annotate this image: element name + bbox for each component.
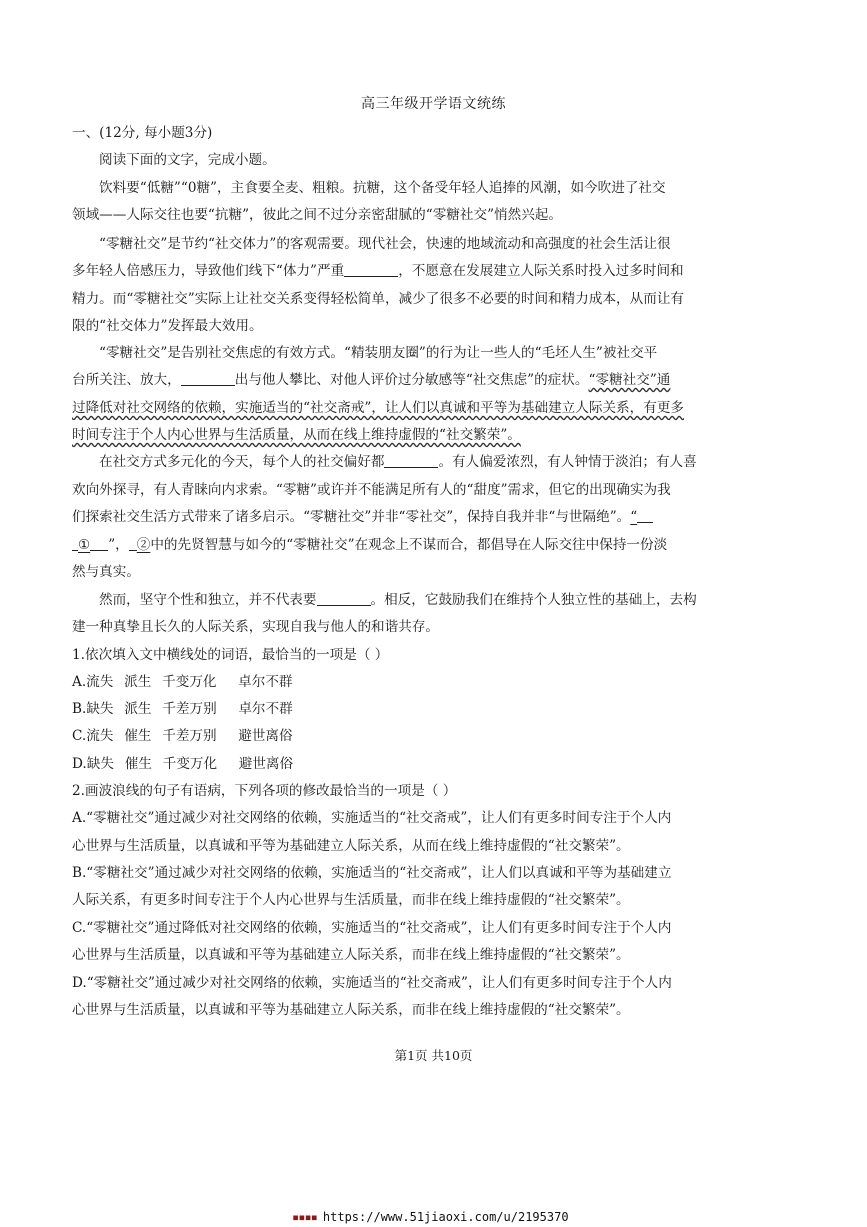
question-2-option-a-line-2: 心世界与生活质量，以真诚和平等为基础建立人际关系，从而在线上维持虚假的“社交繁荣”。	[72, 838, 630, 854]
paragraph-4-line-4	[72, 535, 667, 555]
option-word: 避世离俗	[238, 756, 294, 772]
option-word: 千差万别	[162, 728, 217, 744]
paragraph-4-line-3	[72, 507, 653, 527]
wavy-underlined-sentence: “零糖社交”通	[588, 372, 671, 388]
fill-blank-quote	[129, 536, 137, 551]
option-word: 催生	[124, 728, 152, 744]
option-word: 卓尔不群	[238, 674, 293, 690]
section-header: 一、(12分, 每小题3分)	[72, 125, 213, 141]
paragraph-1-line-2: 领域——人际交往也要“抗糖”，彼此之间不过分亲密甜腻的“零糖社交”悄然兴起。	[72, 207, 562, 223]
question-1-option-c	[72, 726, 293, 746]
paragraph-2-line-3: 精力。而“零糖社交”实际上让社交关系变得轻松简单，减少了很多不必要的时间和精力成本，从而让有	[72, 291, 685, 307]
paragraph-3-line-3	[72, 398, 684, 418]
text-segment: “	[630, 509, 638, 525]
option-word: 千差万别	[162, 701, 217, 717]
question-2-stem: 2.画波浪线的句子有语病，下列各项的修改最恰当的一项是（ ）	[72, 783, 457, 799]
paragraph-5-line-2: 建一种真挚且长久的人际关系，实现自我与他人的和谐共存。	[72, 619, 440, 635]
question-2-option-b-line-2: 人际关系，有更多时间专注于个人内心世界与生活质量，而非在线上维持虚假的“社交繁荣”。	[72, 892, 630, 908]
text-segment: 在社交方式多元化的今天，每个人的社交偏好都	[99, 454, 385, 470]
document-title: 高三年级开学语文统练	[361, 96, 506, 112]
fill-blank-2	[181, 371, 235, 386]
fill-blank-1	[344, 262, 398, 277]
text-segment: 台所关注、放大，	[72, 372, 181, 388]
text-segment: 多年轻人倍感压力，导致他们线下“体力”严重	[72, 263, 345, 279]
question-2-option-a-line-1: A.“零糖社交”通过减少对社交网络的依赖，实施适当的“社交斋戒”，让人们有更多时间专注于个人内	[72, 810, 672, 826]
option-word: 缺失	[86, 756, 114, 772]
option-key: B.	[72, 701, 87, 717]
paragraph-3-line-1: “零糖社交”是告别社交焦虑的有效方式。“精装朋友圈”的行为让一些人的“毛坯人生”被社交平	[99, 345, 658, 361]
question-1-option-d	[72, 754, 293, 774]
text-segment: 。有人偏爱浓烈，有人钟情于淡泊；有人喜	[438, 454, 697, 470]
watermark-logo: ▪▪▪▪	[292, 1210, 317, 1224]
paragraph-5-line-1	[99, 590, 697, 610]
instruction: 阅读下面的文字，完成小题。	[99, 152, 276, 168]
question-2-option-d-line-1: D.“零糖社交”通过减少对社交网络的依赖，实施适当的“社交斋戒”，让人们有更多时间专注于个人内	[72, 975, 672, 991]
question-1-option-a	[72, 672, 293, 692]
question-2-option-c-line-2: 心世界与生活质量，以真诚和平等为基础建立人际关系，而非在线上维持虚假的“社交繁荣”。	[72, 947, 630, 963]
option-word: 缺失	[86, 701, 114, 717]
text-segment: ，不愿意在发展建立人际关系时投入过多时间和	[398, 263, 684, 279]
fill-blank-4	[317, 591, 371, 606]
option-word: 派生	[124, 701, 152, 717]
page-number-footer: 第1页 共10页	[394, 1048, 473, 1063]
question-2-option-b-line-1: B.“零糖社交”通过减少对社交网络的依赖，实施适当的“社交斋戒”，让人们以真诚和平等为基础建立	[72, 865, 672, 881]
wavy-underlined-sentence: 时间专注于个人内心世界与生活质量，从而在线上维持虚假的“社交繁荣”。	[72, 427, 521, 443]
wavy-underlined-sentence: 过降低对社交网络的依赖，实施适当的“社交斋戒”，让人们以真诚和平等为基础建立人际关系，有更多	[72, 400, 685, 416]
watermark	[292, 1210, 569, 1224]
paragraph-2-line-1: “零糖社交”是节约“社交体力”的客观需要。现代社会，快速的地域流动和高强度的社会生活让很	[99, 236, 671, 252]
text-segment: ”，	[108, 537, 129, 553]
paragraph-4-line-5: 然与真实。	[72, 564, 140, 580]
option-key: D.	[72, 756, 87, 772]
text-segment: 。相反，它鼓励我们在维持个人独立性的基础上，去构	[370, 592, 697, 608]
option-word: 流失	[86, 728, 114, 744]
option-word: 流失	[86, 674, 114, 690]
blank-marker-2: ②	[136, 537, 151, 553]
option-word: 卓尔不群	[238, 701, 293, 717]
paragraph-4-line-2: 欢向外探寻，有人青睐向内求索。“零糖”或许并不能满足所有人的“甜度”需求，但它的出现确实为我	[72, 482, 671, 498]
option-word: 派生	[124, 674, 152, 690]
paragraph-2-line-4: 限的“社交体力”发挥最大效用。	[72, 318, 263, 334]
option-word: 催生	[124, 756, 152, 772]
question-1-option-b	[72, 699, 293, 719]
paragraph-3-line-4	[72, 425, 521, 445]
question-2-option-c-line-1: C.“零糖社交”通过降低对社交网络的依赖，实施适当的“社交斋戒”，让人们有更多时间专注于个人内	[72, 920, 672, 936]
question-1-stem: 1.依次填入文中横线处的词语，最恰当的一项是（ ）	[72, 647, 389, 663]
fill-blank-quote	[90, 536, 108, 551]
text-segment: 然而，坚守个性和独立，并不代表要	[99, 592, 317, 608]
fill-blank-quote	[637, 508, 653, 523]
option-word: 千变万化	[162, 674, 217, 690]
question-2-option-d-line-2: 心世界与生活质量，以真诚和平等为基础建立人际关系，而非在线上维持虚假的“社交繁荣”。	[72, 1002, 630, 1018]
paragraph-3-line-2	[72, 370, 670, 390]
paragraph-1-line-1: 饮料要“低糖”“0糖”，主食要全麦、粗粮。抗糖，这个备受年轻人追捧的风潮，如今吹进了社交	[99, 180, 666, 196]
text-segment: 们探索社交生活方式带来了诸多启示。“零糖社交”并非“零社交”，保持自我并非“与世隔绝”。	[72, 509, 631, 525]
text-segment: 中的先贤智慧与如今的“零糖社交”在观念上不谋而合，都倡导在人际交往中保持一份淡	[150, 537, 668, 553]
watermark-url: https://www.51jiaoxi.com/u/2195370	[322, 1210, 569, 1224]
option-key: C.	[72, 728, 87, 744]
option-key: A.	[72, 674, 87, 690]
blank-marker-1: ①	[78, 537, 91, 553]
paragraph-4-line-1	[99, 452, 697, 472]
option-word: 避世离俗	[238, 728, 293, 744]
fill-blank-3	[384, 453, 438, 468]
text-segment: 出与他人攀比、对他人评价过分敏感等“社交焦虑”的症状。	[234, 372, 589, 388]
paragraph-2-line-2	[72, 261, 684, 281]
option-word: 千变万化	[162, 756, 218, 772]
